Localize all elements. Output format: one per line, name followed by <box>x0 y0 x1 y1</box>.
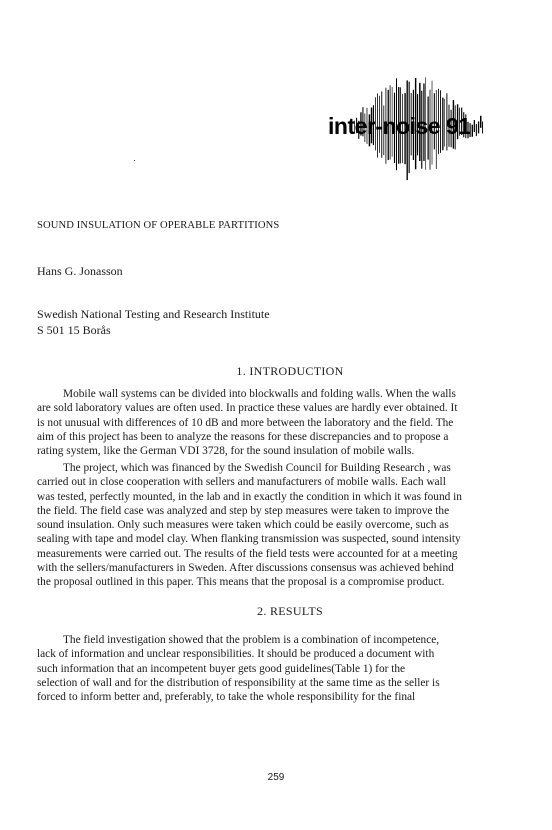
text-line: the field. The field case was analyzed and step by step measures were taken to improve the <box>37 504 450 517</box>
text-line: Mobile wall systems can be divided into blockwalls and folding walls. When the walls <box>63 388 456 400</box>
affiliation-line: Swedish National Testing and Research Institute <box>37 307 270 321</box>
logo-text: inter-noise 91 <box>328 113 471 139</box>
text-line: carried out in close cooperation with sellers and manufacturers of mobile walls. Each wall <box>37 476 446 489</box>
text-line: such information that an incompetent buyer gets good guidelines(Table 1) for the <box>37 662 406 675</box>
affiliation-line: S 501 15 Borås <box>37 323 111 337</box>
sound-bar <box>472 125 473 137</box>
results-paragraph-1 <box>37 633 485 704</box>
text-line: sealing with tape and model clay. When flanking transmission was suspected, sound intensity <box>37 533 461 546</box>
text-line: rating system, like the German VDI 3728, for the sound insulation of mobile walls. <box>37 445 415 458</box>
section-heading-results: 2. RESULTS <box>257 604 323 618</box>
dot <box>134 160 135 161</box>
intro-paragraph-1 <box>37 387 485 458</box>
text-line: The project, which was financed by the Swedish Council for Building Research , was <box>63 462 451 474</box>
text-line: selection of wall and for the distribution of responsibility at the same time as the seller is <box>37 676 440 689</box>
text-line: lack of information and unclear responsibilities. It should be produced a document with <box>37 648 435 661</box>
paper-title: SOUND INSULATION OF OPERABLE PARTITIONS <box>37 220 280 231</box>
text-line: the proposal outlined in this paper. This means that the proposal is a compromise product. <box>37 576 445 589</box>
text-line: measurements were carried out. The results of the field tests were accounted for at a meeting <box>37 547 458 560</box>
page-number: 259 <box>267 772 285 783</box>
text-line: is not unusual with differences of 10 dB and more between the laboratory and the field. The <box>37 416 454 429</box>
inter-noise-91-logo <box>318 68 488 186</box>
sound-bar <box>474 120 475 132</box>
sound-bar <box>482 122 483 134</box>
text-line: The field investigation showed that the problem is a combination of incompetence, <box>63 634 440 646</box>
intro-paragraph-2 <box>37 461 485 590</box>
text-line: was tested, perfectly mounted, in the lab and in exactly the condition in which it was found in <box>37 490 462 503</box>
paper-affiliation <box>37 306 270 338</box>
sound-bar <box>480 116 481 128</box>
sound-bar <box>478 121 479 133</box>
text-line: forced to inform better and, preferably, to take the whole responsibility for the final <box>37 691 416 704</box>
text-line: are sold laboratory values are often used. In practice these values are hardly ever obtained. It <box>37 402 458 415</box>
paper-author: Hans G. Jonasson <box>37 264 123 278</box>
text-line: sound insulation. Only such measures were taken which could be easily overcome, such as <box>37 519 449 532</box>
section-heading-introduction: 1. INTRODUCTION <box>236 364 344 378</box>
text-line: with the sellers/manufacturers in Sweden. After discussions consensus was achieved behind <box>37 562 454 575</box>
sound-bar <box>476 124 477 136</box>
text-line: aim of this project has been to analyze the reasons for these discrepancies and to propose a <box>37 430 449 443</box>
